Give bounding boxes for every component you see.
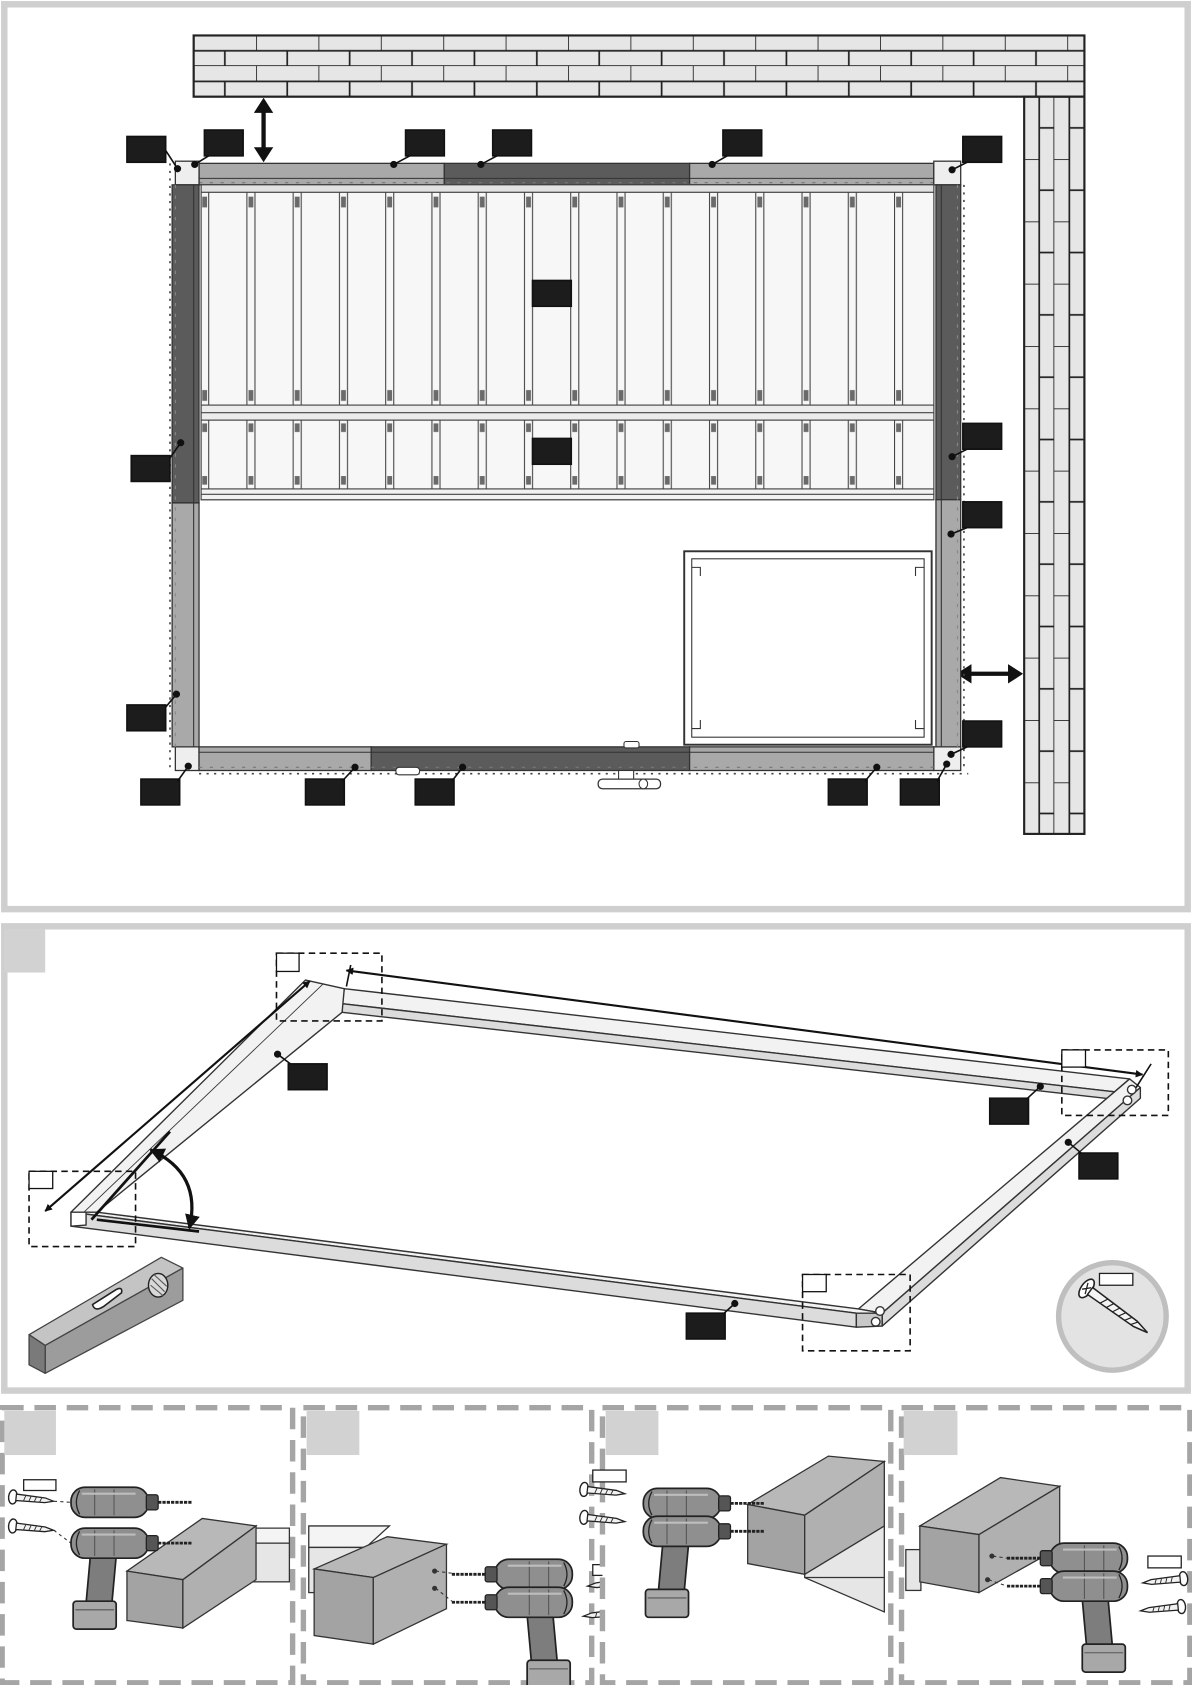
top-wall-right-element	[690, 163, 934, 184]
detail-marker-box	[1062, 1050, 1086, 1067]
fixing-step-4-panel	[902, 1408, 1190, 1683]
screw-icon	[1059, 1263, 1167, 1370]
fixing-step-2-panel	[303, 1408, 633, 1685]
detail-marker-box	[29, 1171, 53, 1188]
wood-beam-light	[906, 1550, 921, 1591]
step-number-box	[4, 930, 45, 973]
detail-marker-box	[276, 953, 299, 971]
step-number-box	[606, 1411, 659, 1455]
screw-size-box	[1099, 1273, 1132, 1285]
fixing-step-1-panel	[2, 1408, 292, 1683]
step-number-box	[4, 1411, 56, 1455]
right-wall-upper-element	[936, 185, 961, 500]
left-wall-lower-element	[172, 503, 199, 747]
step-number-box	[307, 1411, 360, 1455]
step-number-box	[904, 1411, 958, 1455]
detail-marker-box	[803, 1274, 827, 1291]
left-wall-upper-element	[172, 185, 199, 503]
screw-size-box	[24, 1480, 56, 1491]
bench-back-rail	[201, 185, 934, 193]
fixing-step-3-panel	[579, 1408, 891, 1683]
right-wall-lower-element	[936, 500, 961, 747]
screw-size-box	[1148, 1556, 1181, 1568]
top-wall-left-element	[199, 163, 444, 184]
part-label-lower-bench	[533, 438, 572, 464]
brick-wall-right	[1024, 97, 1084, 834]
part-label-upper-bench	[533, 280, 572, 306]
corner-post-top-right	[934, 161, 961, 185]
base-frame-panel	[4, 926, 1187, 1390]
screw-size-box	[593, 1470, 626, 1482]
stove-guard	[684, 551, 931, 744]
brick-wall-top	[194, 35, 1085, 96]
